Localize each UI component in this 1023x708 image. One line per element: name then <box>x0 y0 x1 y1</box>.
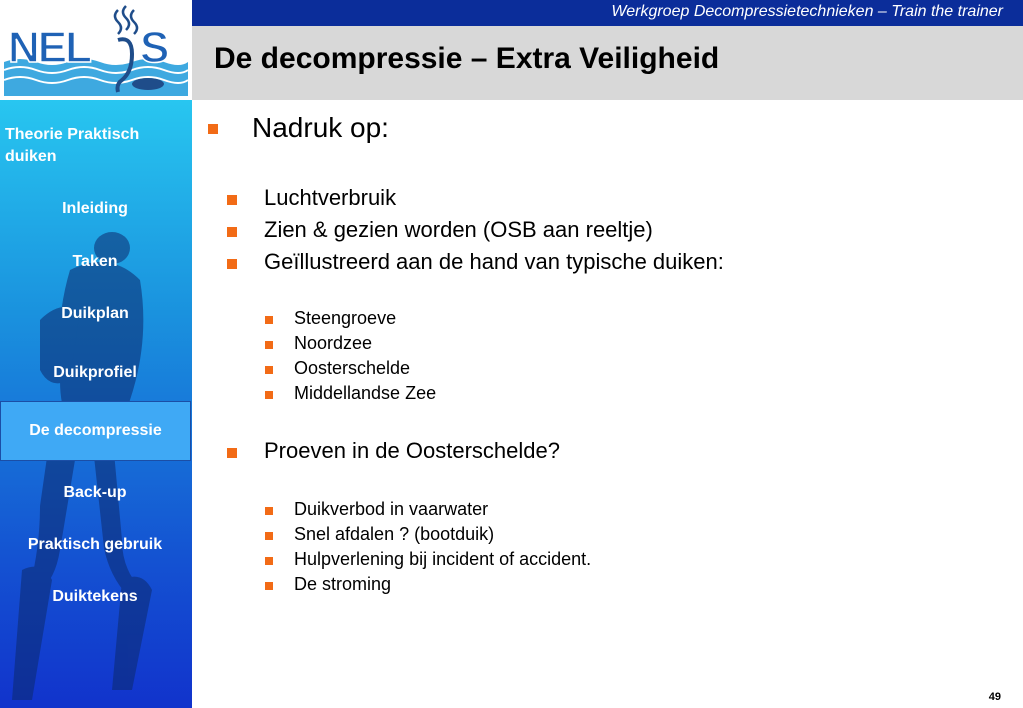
issue-item: Duikverbod in vaarwater <box>294 499 489 519</box>
sidebar <box>0 100 192 708</box>
sidebar-item-de-decompressie[interactable]: De decompressie <box>0 401 191 461</box>
svg-text:S: S <box>140 23 170 72</box>
point-zien-gezien: Zien & gezien worden (OSB aan reeltje) <box>264 217 653 242</box>
bullet-icon <box>265 532 273 540</box>
point-geillustreerd: Geïllustreerd aan de hand van typische duiken: <box>264 249 724 274</box>
bullet-icon <box>265 341 273 349</box>
page-number: 49 <box>988 691 1001 703</box>
sidebar-item-theorie-praktisch-duiken[interactable]: Theorie Praktisch duiken <box>5 126 140 165</box>
sidebar-item-duikprofiel[interactable]: Duikprofiel <box>53 364 137 381</box>
dive-item: Steengroeve <box>294 308 397 328</box>
bullet-icon <box>265 366 273 374</box>
bullet-icon <box>227 227 237 237</box>
page-title: De decompressie – Extra Veiligheid <box>214 42 720 75</box>
bullet-icon <box>265 557 273 565</box>
point-proeven: Proeven in de Oosterschelde? <box>264 438 560 463</box>
sidebar-item-back-up[interactable]: Back-up <box>63 484 127 501</box>
sidebar-item-praktisch-gebruik[interactable]: Praktisch gebruik <box>27 536 163 553</box>
issue-item: Hulpverlening bij incident of accident. <box>294 549 592 569</box>
point-luchtverbruik: Luchtverbruik <box>264 185 397 210</box>
nelos-logo <box>0 0 192 100</box>
bullet-icon <box>265 316 273 324</box>
bullet-icon <box>265 582 273 590</box>
content-heading: Nadruk op: <box>252 112 389 143</box>
dive-item: Oosterschelde <box>294 358 411 378</box>
bullet-icon <box>208 124 218 134</box>
dive-item: Noordzee <box>294 333 373 353</box>
bullet-icon <box>265 507 273 515</box>
bullet-icon <box>265 391 273 399</box>
sidebar-item-duikplan[interactable]: Duikplan <box>61 305 129 322</box>
bullet-icon <box>227 448 237 458</box>
bullet-icon <box>227 195 237 205</box>
sidebar-item-taken[interactable]: Taken <box>72 253 118 270</box>
header-bar <box>192 0 1023 26</box>
title-bar <box>192 26 1023 100</box>
issue-item: Snel afdalen ? (bootduik) <box>294 524 495 544</box>
issue-item: De stroming <box>294 574 392 594</box>
sidebar-item-duiktekens[interactable]: Duiktekens <box>52 588 138 605</box>
bullet-icon <box>227 259 237 269</box>
dive-item: Middellandse Zee <box>294 383 437 403</box>
sidebar-item-inleiding[interactable]: Inleiding <box>62 200 128 217</box>
header-subtitle: Werkgroep Decompressietechnieken – Train the trainer <box>611 3 1003 20</box>
svg-text:NEL: NEL <box>8 23 90 72</box>
